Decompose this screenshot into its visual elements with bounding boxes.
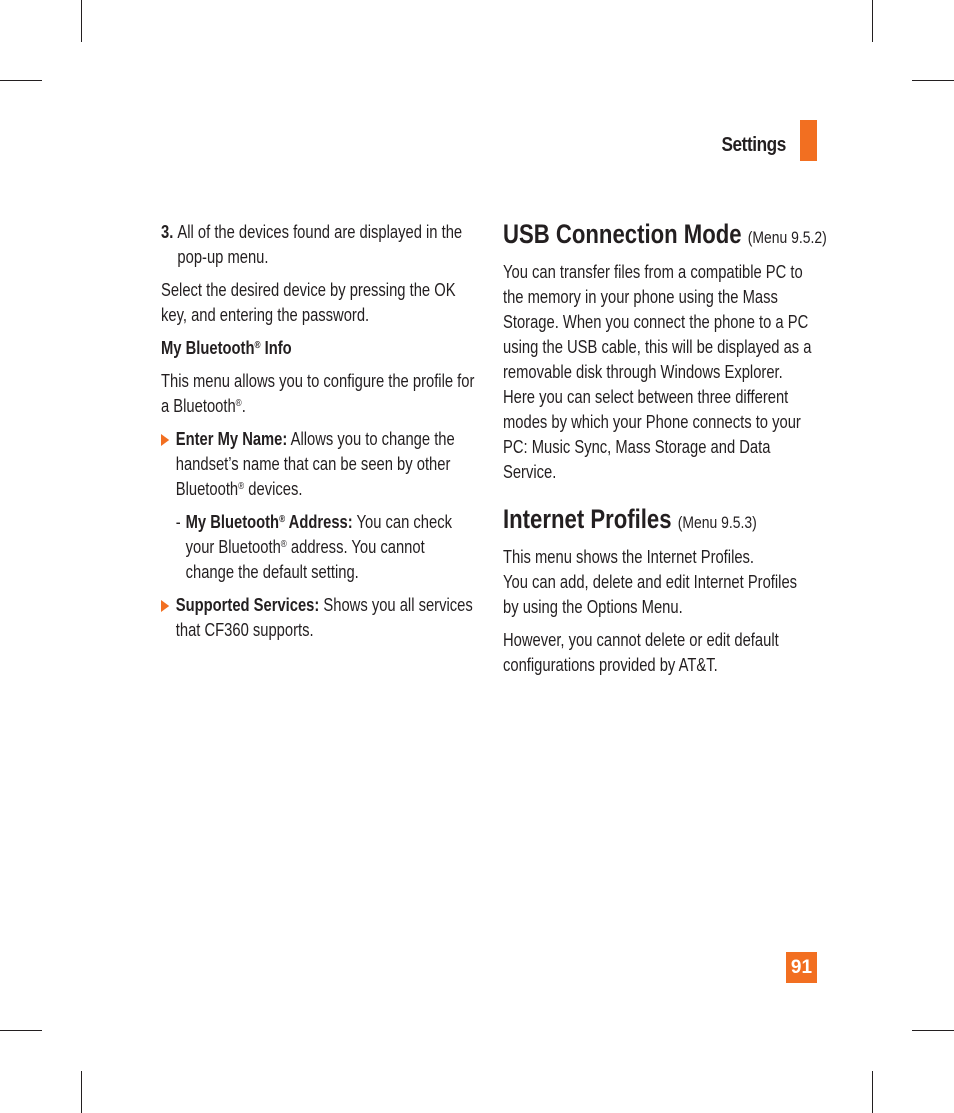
crop-mark <box>81 1071 82 1113</box>
step-number: 3. <box>161 222 174 242</box>
bluetooth-address-label: My Bluetooth® Address: <box>185 512 353 532</box>
enter-my-name-label: Enter My Name: <box>175 429 288 449</box>
usb-connection-mode-heading: USB Connection Mode (Menu 9.5.2) <box>503 219 827 249</box>
bullet-arrow-icon <box>161 434 169 446</box>
dash-marker: - <box>175 512 181 532</box>
internet-profiles-line-1: This menu shows the Internet Profiles. <box>503 547 755 567</box>
crop-mark <box>872 0 873 42</box>
section-tab-marker <box>800 120 817 161</box>
page-number: 91 <box>786 952 817 983</box>
left-column <box>161 220 476 651</box>
step-text: All of the devices found are displayed in the pop-up menu. <box>177 222 463 267</box>
crop-mark <box>0 1030 42 1031</box>
my-bluetooth-info-heading: My Bluetooth® Info <box>161 338 292 358</box>
enter-my-name-item: Enter My Name: Allows you to change the handset’s name that can be seen by other Bluetooth® devices. <box>161 427 476 502</box>
crop-mark <box>0 80 42 81</box>
menu-ref: (Menu 9.5.3) <box>677 513 757 532</box>
usb-connection-paragraph: You can transfer files from a compatible PC to the memory in your phone using the Mass Storage. When you connect the phone to a PC using the USB cable, this will be displayed as a removable disk through Windows Explorer. Here you can select between three different modes by which your Phone connects to your PC: Music Sync, Mass Storage and Data Service. <box>503 262 812 482</box>
section-title: Settings <box>721 134 786 156</box>
crop-mark <box>872 1071 873 1113</box>
internet-profiles-note: However, you cannot delete or edit default configurations provided by AT&T. <box>503 630 779 675</box>
select-device-paragraph: Select the desired device by pressing the OK key, and entering the password. <box>161 280 456 325</box>
right-column <box>503 218 827 686</box>
internet-profiles-line-2: You can add, delete and edit Internet Profiles by using the Options Menu. <box>503 572 798 617</box>
bluetooth-address-item: - My Bluetooth® Address: You can check your Bluetooth® address. You cannot change the default setting. <box>175 512 452 582</box>
menu-ref: (Menu 9.5.2) <box>747 228 827 247</box>
supported-services-label: Supported Services: <box>175 595 320 615</box>
step-3 <box>161 220 476 270</box>
crop-mark <box>912 1030 954 1031</box>
crop-mark <box>912 80 954 81</box>
supported-services-item: Supported Services: Shows you all services that CF360 supports. <box>161 593 476 643</box>
bluetooth-info-paragraph: This menu allows you to configure the profile for a Bluetooth®. <box>161 371 475 416</box>
internet-profiles-heading: Internet Profiles (Menu 9.5.3) <box>503 504 757 534</box>
bullet-arrow-icon <box>161 600 169 612</box>
crop-mark <box>81 0 82 42</box>
